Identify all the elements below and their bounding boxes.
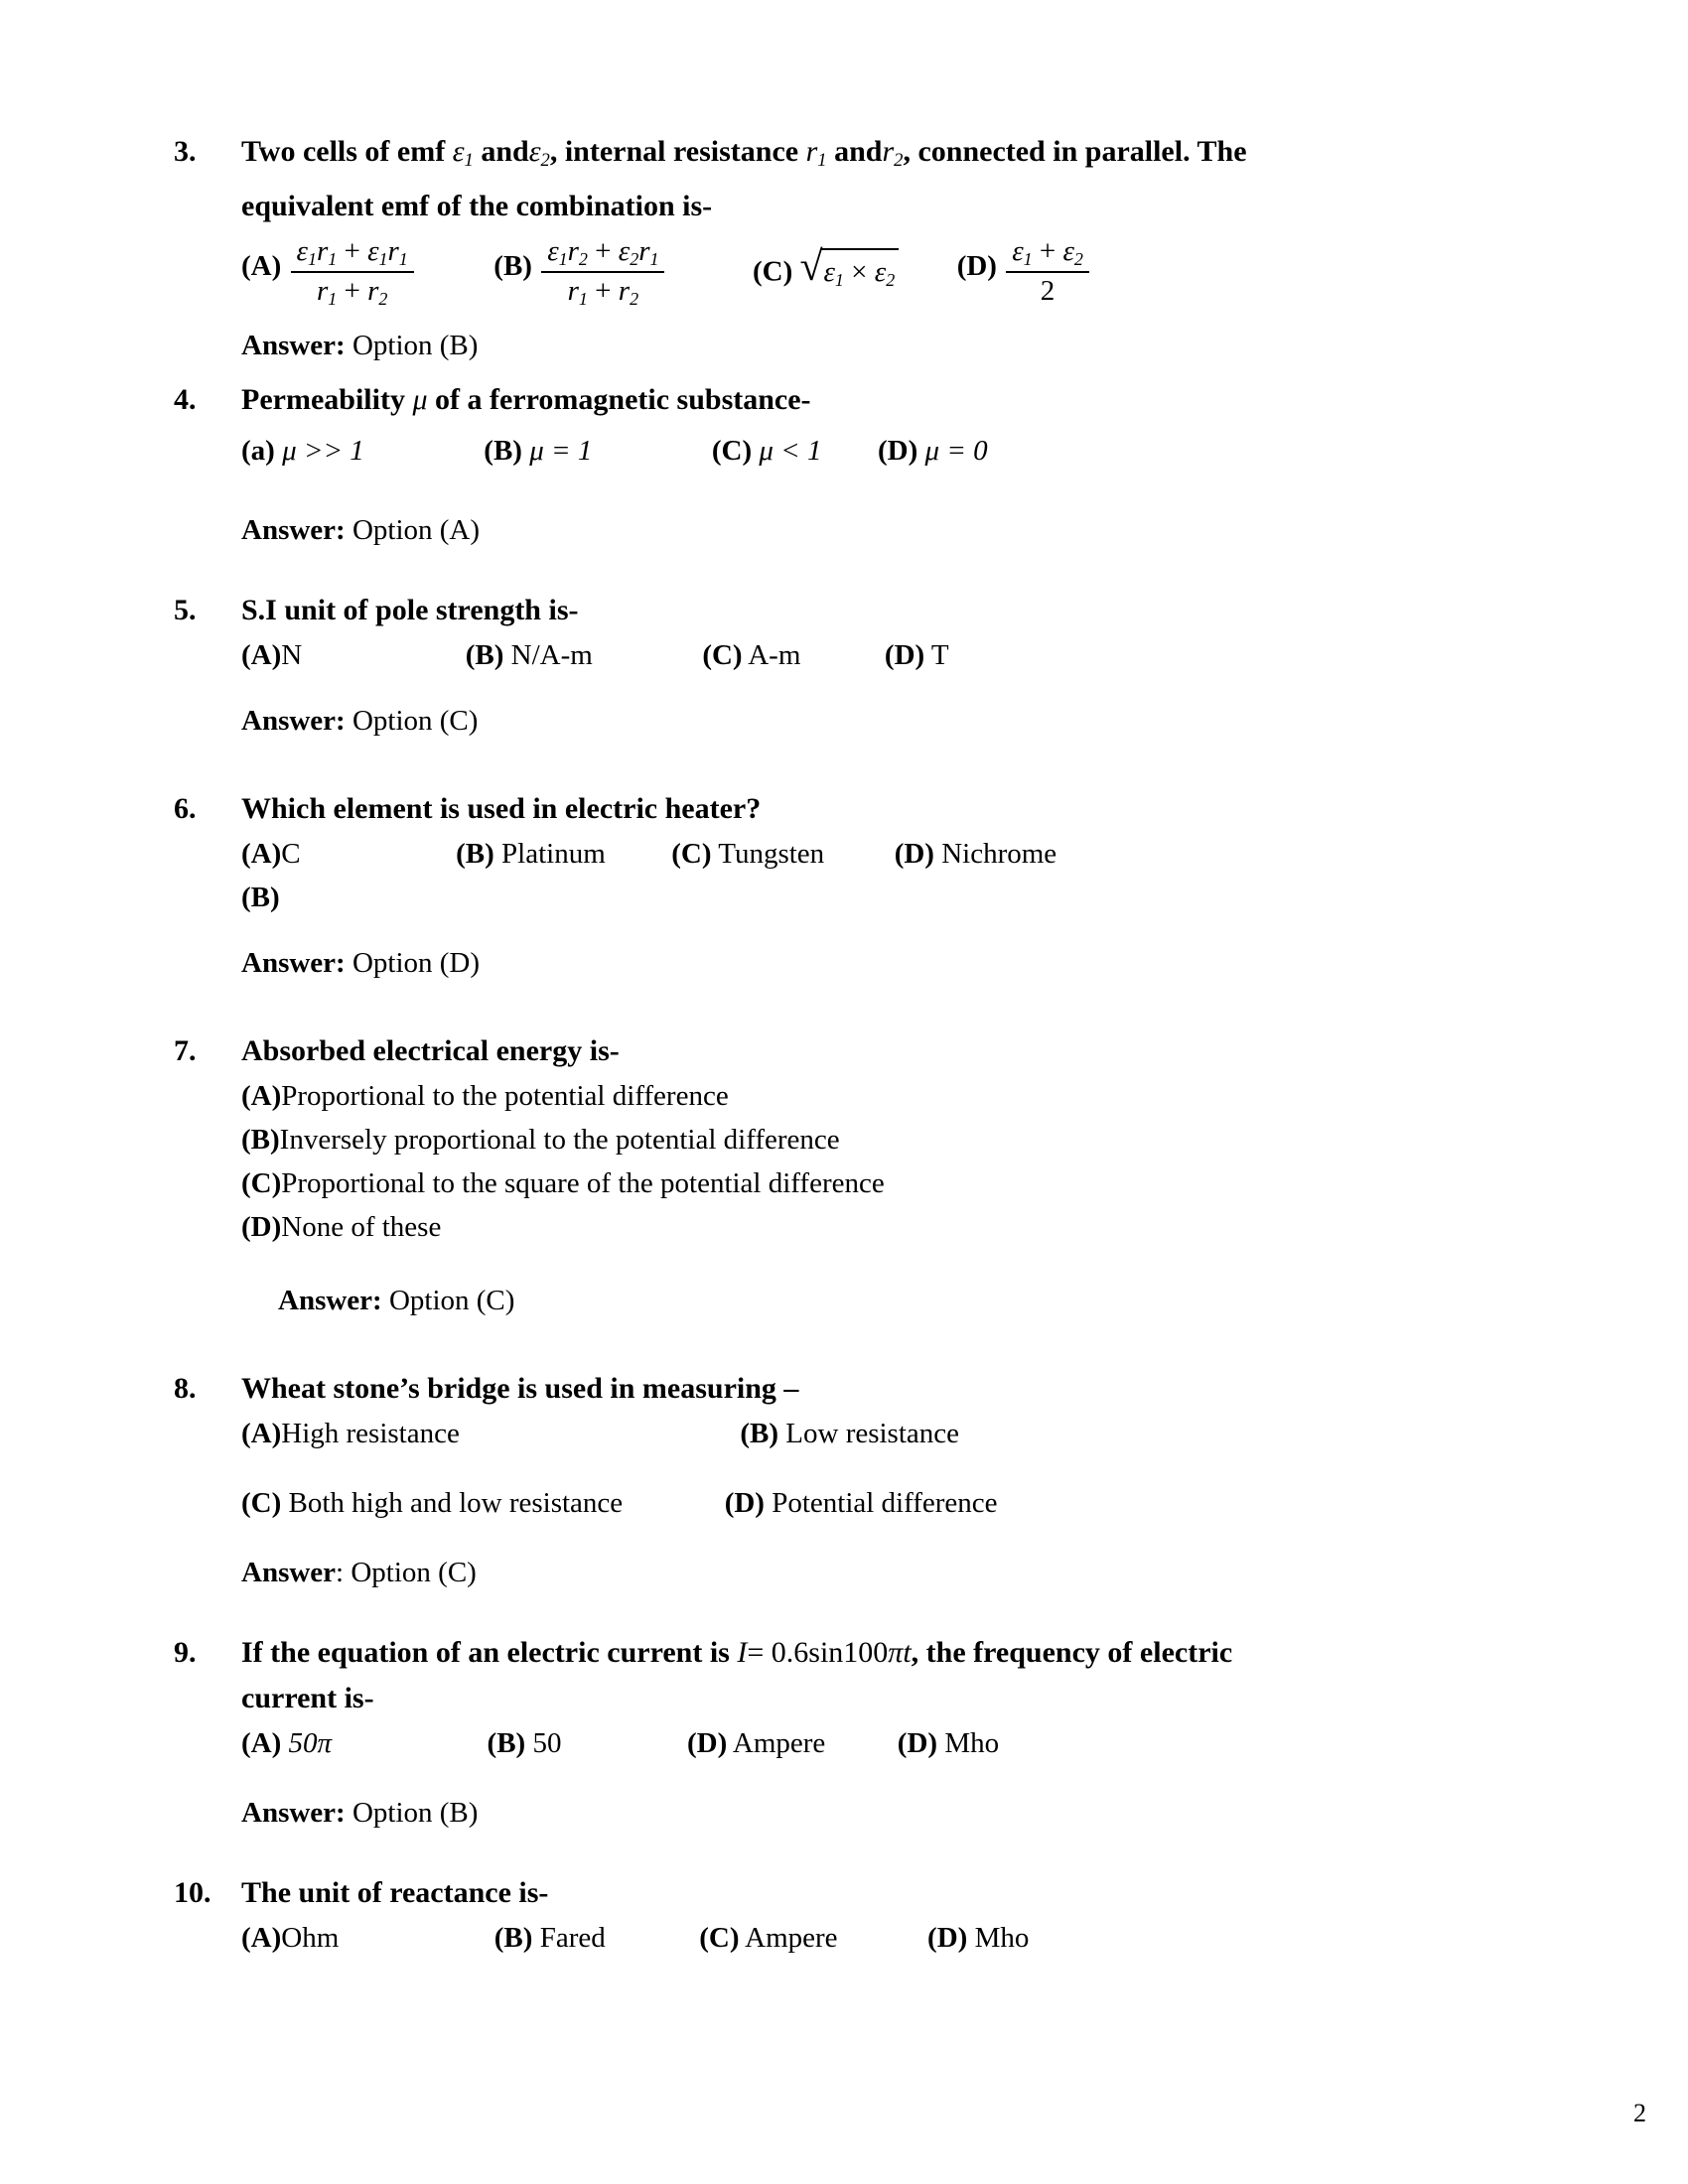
option-4-a-label: (a) xyxy=(241,434,275,467)
question-10-stem-text: The unit of reactance is- xyxy=(241,1875,549,1909)
question-9-number: 9. xyxy=(174,1635,197,1669)
option-7-A-label: (A) xyxy=(241,1079,282,1112)
option-10-B-label: (B) xyxy=(493,1921,533,1954)
question-9-stem-pre: If the equation of an electric current is xyxy=(241,1635,730,1669)
question-9-answer-value: Option (B) xyxy=(352,1796,479,1829)
question-3-stem-part2: , internal resistance xyxy=(549,135,799,168)
option-8-D-label: (D) xyxy=(724,1486,765,1519)
question-7-stem-text: Absorbed electrical energy is- xyxy=(241,1033,620,1067)
option-10-D[interactable] xyxy=(927,1916,1029,1960)
option-6-A-text: C xyxy=(281,837,301,870)
question-6-stem-text: Which element is used in electric heater? xyxy=(241,791,762,825)
option-3-D-fraction: $\frac{\varepsilon_1 + \varepsilon_2}{2}$ xyxy=(1006,235,1089,308)
option-6-A-label: (A) xyxy=(241,837,282,870)
question-7-stem xyxy=(174,1028,1484,1074)
option-5-C[interactable] xyxy=(702,633,800,677)
option-10-A-text: Ohm xyxy=(281,1921,340,1954)
option-10-A[interactable] xyxy=(241,1916,339,1960)
question-3-r2: r xyxy=(882,135,895,168)
option-8-C-label: (C) xyxy=(241,1486,282,1519)
question-8-options-row2 xyxy=(174,1481,1484,1525)
question-5-answer-value: Option (C) xyxy=(352,704,479,737)
question-4-stem-post: of a ferromagnetic substance- xyxy=(435,382,811,416)
question-3-stem-part3: , connected in parallel. The xyxy=(903,135,1247,168)
question-3-and: and xyxy=(481,135,529,168)
question-8-stem-text: Wheat stone’s bridge is used in measuring – xyxy=(241,1371,799,1405)
option-5-D-text: T xyxy=(930,638,949,671)
option-9-D1[interactable] xyxy=(687,1721,825,1765)
option-9-D2-label: (D) xyxy=(897,1726,938,1759)
option-8-A-label: (A) xyxy=(241,1417,282,1449)
option-4-a[interactable] xyxy=(241,429,364,473)
option-7-C[interactable] xyxy=(241,1161,1484,1205)
question-5-answer-label: Answer: xyxy=(241,704,346,737)
question-4-stem xyxy=(174,377,1484,423)
question-9-answer xyxy=(174,1791,1484,1835)
option-4-D-label: (D) xyxy=(878,434,918,467)
question-3-eps2: ε xyxy=(528,135,541,168)
question-3-eps2-sub: 2 xyxy=(540,150,550,172)
option-8-B[interactable] xyxy=(740,1412,959,1455)
question-3-r1-sub: 1 xyxy=(817,150,827,172)
option-7-A[interactable] xyxy=(241,1074,1484,1118)
option-5-B-text: N/A-m xyxy=(510,638,593,671)
option-4-a-math: μ >> 1 xyxy=(282,434,364,467)
option-6-C-label: (C) xyxy=(671,837,712,870)
option-6-A[interactable] xyxy=(241,832,301,876)
option-10-B[interactable] xyxy=(494,1916,606,1960)
question-5-answer xyxy=(174,699,1484,743)
question-4-answer xyxy=(174,508,1484,552)
question-9-eq-rest: = 0.6sin100 xyxy=(747,1635,889,1669)
option-5-B-label: (B) xyxy=(465,638,504,671)
question-9-stem-post: , the frequency of electric xyxy=(911,1635,1233,1669)
option-3-B-fraction: $\frac{\varepsilon_1r_2 + \varepsilon_2r_1}{r_1 + r_2}$ xyxy=(541,235,664,309)
option-7-B-label: (B) xyxy=(241,1123,280,1156)
option-8-C[interactable] xyxy=(241,1481,623,1525)
option-9-B[interactable] xyxy=(488,1721,562,1765)
question-3-options xyxy=(174,235,1484,309)
option-9-B-label: (B) xyxy=(487,1726,526,1759)
question-7-options xyxy=(174,1074,1484,1249)
question-6-stray-label-row xyxy=(174,876,1484,919)
option-9-A-text: 50π xyxy=(288,1726,333,1759)
option-5-D-label: (D) xyxy=(884,638,925,671)
option-4-C[interactable] xyxy=(712,429,822,473)
option-6-D-label: (D) xyxy=(894,837,934,870)
question-7-answer-value: Option (C) xyxy=(388,1284,515,1316)
option-4-B[interactable] xyxy=(484,429,592,473)
question-6-number: 6. xyxy=(174,791,197,825)
option-9-D1-label: (D) xyxy=(686,1726,728,1759)
question-7 xyxy=(174,1028,1484,1322)
question-5 xyxy=(174,588,1484,743)
option-3-A-label: (A) xyxy=(241,250,282,283)
question-3-r2-sub: 2 xyxy=(894,150,904,172)
option-5-A-label: (A) xyxy=(241,638,282,671)
question-8-number: 8. xyxy=(174,1371,197,1405)
question-10-options xyxy=(174,1916,1484,1960)
question-5-stem-text: S.I unit of pole strength is- xyxy=(241,593,579,626)
question-9-eq-t: t xyxy=(903,1635,912,1669)
option-6-C[interactable] xyxy=(671,832,824,876)
option-4-B-math: μ = 1 xyxy=(529,434,593,467)
question-8-answer-value: Option (C) xyxy=(351,1556,477,1588)
option-3-C[interactable] xyxy=(752,244,899,300)
option-6-D-text: Nichrome xyxy=(941,837,1057,870)
question-9-stem xyxy=(174,1630,1484,1721)
question-4-answer-value: Option (A) xyxy=(352,513,481,546)
option-9-D1-text: Ampere xyxy=(732,1726,826,1759)
option-7-B[interactable] xyxy=(241,1118,1484,1161)
question-9-eq-pi: π xyxy=(888,1635,904,1669)
question-6-options xyxy=(174,832,1484,876)
question-4-stem-pre: Permeability xyxy=(241,382,405,416)
option-6-B-label: (B) xyxy=(456,837,494,870)
option-10-D-label: (D) xyxy=(927,1921,968,1954)
option-3-C-sqrt: √ $\varepsilon_1 \times \varepsilon_2$ xyxy=(799,248,899,300)
question-7-number: 7. xyxy=(174,1033,197,1067)
question-10-number: 10. xyxy=(174,1875,211,1909)
question-3-and2: and xyxy=(834,135,883,168)
question-3-stem-part1: Two cells of emf xyxy=(241,135,446,168)
question-3-stem xyxy=(174,129,1484,229)
question-3-answer-value: Option (B) xyxy=(352,329,479,361)
question-8-options-row1 xyxy=(174,1412,1484,1455)
question-6-answer-label: Answer: xyxy=(241,946,346,979)
question-7-answer xyxy=(174,1279,1484,1322)
question-8 xyxy=(174,1366,1484,1594)
option-4-D[interactable] xyxy=(878,429,988,473)
option-9-A-label: (A) xyxy=(241,1726,282,1759)
question-4 xyxy=(174,377,1484,552)
option-3-D-label: (D) xyxy=(956,250,997,283)
page-content xyxy=(174,129,1484,1960)
option-3-A[interactable] xyxy=(241,235,416,309)
question-3-answer xyxy=(174,324,1484,367)
option-7-B-text: Inversely proportional to the potential difference xyxy=(279,1123,840,1156)
page-number: 2 xyxy=(1633,2099,1646,2127)
question-9-eq-I: I xyxy=(737,1635,748,1669)
question-5-options xyxy=(174,633,1484,677)
question-5-stem xyxy=(174,588,1484,633)
question-4-mu: μ xyxy=(412,382,428,416)
option-7-D[interactable] xyxy=(241,1205,1484,1249)
option-3-B-label: (B) xyxy=(493,250,532,283)
option-10-C-label: (C) xyxy=(699,1921,740,1954)
option-8-B-text: Low resistance xyxy=(785,1417,960,1449)
option-4-D-math: μ = 0 xyxy=(924,434,988,467)
question-9-answer-label: Answer: xyxy=(241,1796,346,1829)
option-3-C-label: (C) xyxy=(752,256,793,289)
question-10-stem xyxy=(174,1870,1484,1916)
option-7-D-text: None of these xyxy=(281,1210,442,1243)
question-9 xyxy=(174,1630,1484,1835)
option-6-D[interactable] xyxy=(895,832,1056,876)
option-6-B-text: Platinum xyxy=(501,837,606,870)
option-4-C-label: (C) xyxy=(711,434,753,467)
question-6-answer-value: Option (D) xyxy=(352,946,481,979)
question-3-r1: r xyxy=(805,135,818,168)
option-9-A[interactable] xyxy=(241,1721,332,1765)
option-7-C-label: (C) xyxy=(241,1166,282,1199)
option-5-A[interactable] xyxy=(241,633,302,677)
question-8-stem xyxy=(174,1366,1484,1412)
option-6-B[interactable] xyxy=(456,832,606,876)
option-8-A[interactable] xyxy=(241,1412,460,1455)
question-3 xyxy=(174,129,1484,367)
option-9-D2-text: Mho xyxy=(944,1726,1000,1759)
option-10-C[interactable] xyxy=(699,1916,837,1960)
question-6 xyxy=(174,786,1484,985)
question-6-answer xyxy=(174,941,1484,985)
option-7-A-text: Proportional to the potential difference xyxy=(281,1079,729,1112)
question-8-answer-colon: : xyxy=(336,1556,345,1588)
option-10-A-label: (A) xyxy=(241,1921,282,1954)
question-7-answer-label: Answer: xyxy=(278,1284,382,1316)
question-6-stray-label: (B) xyxy=(241,881,280,913)
option-10-D-text: Mho xyxy=(974,1921,1030,1954)
option-8-B-label: (B) xyxy=(740,1417,779,1449)
option-8-D-text: Potential difference xyxy=(772,1486,998,1519)
question-6-stem xyxy=(174,786,1484,832)
option-7-D-label: (D) xyxy=(241,1210,282,1243)
question-4-answer-label: Answer: xyxy=(241,513,346,546)
option-9-B-text: 50 xyxy=(532,1726,562,1759)
option-8-C-text: Both high and low resistance xyxy=(288,1486,624,1519)
question-3-stem-line2: equivalent emf of the combination is- xyxy=(241,190,713,223)
option-9-D2[interactable] xyxy=(898,1721,999,1765)
option-6-C-text: Tungsten xyxy=(718,837,825,870)
option-10-B-text: Fared xyxy=(539,1921,606,1954)
question-8-answer-label: Answer xyxy=(241,1556,337,1588)
question-3-eps1-sub: 1 xyxy=(464,150,474,172)
option-5-D[interactable] xyxy=(885,633,949,677)
question-9-stem-line2: current is- xyxy=(241,1681,374,1714)
option-10-C-text: Ampere xyxy=(745,1921,838,1954)
question-4-options xyxy=(174,429,1484,473)
option-4-C-math: μ < 1 xyxy=(759,434,822,467)
question-3-answer-label: Answer: xyxy=(241,329,346,361)
question-3-eps1: ε xyxy=(452,135,465,168)
option-5-C-text: A-m xyxy=(748,638,801,671)
option-5-B[interactable] xyxy=(466,633,593,677)
option-7-C-text: Proportional to the square of the potential difference xyxy=(281,1166,885,1199)
question-8-answer xyxy=(174,1551,1484,1594)
question-5-number: 5. xyxy=(174,593,197,626)
question-9-options xyxy=(174,1721,1484,1765)
question-3-number: 3. xyxy=(174,135,197,168)
option-3-B[interactable] xyxy=(493,235,666,309)
question-10 xyxy=(174,1870,1484,1960)
option-8-A-text: High resistance xyxy=(281,1417,460,1449)
option-4-B-label: (B) xyxy=(484,434,522,467)
option-3-D[interactable] xyxy=(957,235,1091,308)
option-3-A-fraction: $\frac{\varepsilon_1r_1 + \varepsilon_1r_1}{r_1 + r_2}$ xyxy=(291,235,414,309)
option-5-A-text: N xyxy=(281,638,303,671)
option-8-D[interactable] xyxy=(725,1481,998,1525)
question-4-number: 4. xyxy=(174,382,197,416)
option-5-C-label: (C) xyxy=(702,638,743,671)
